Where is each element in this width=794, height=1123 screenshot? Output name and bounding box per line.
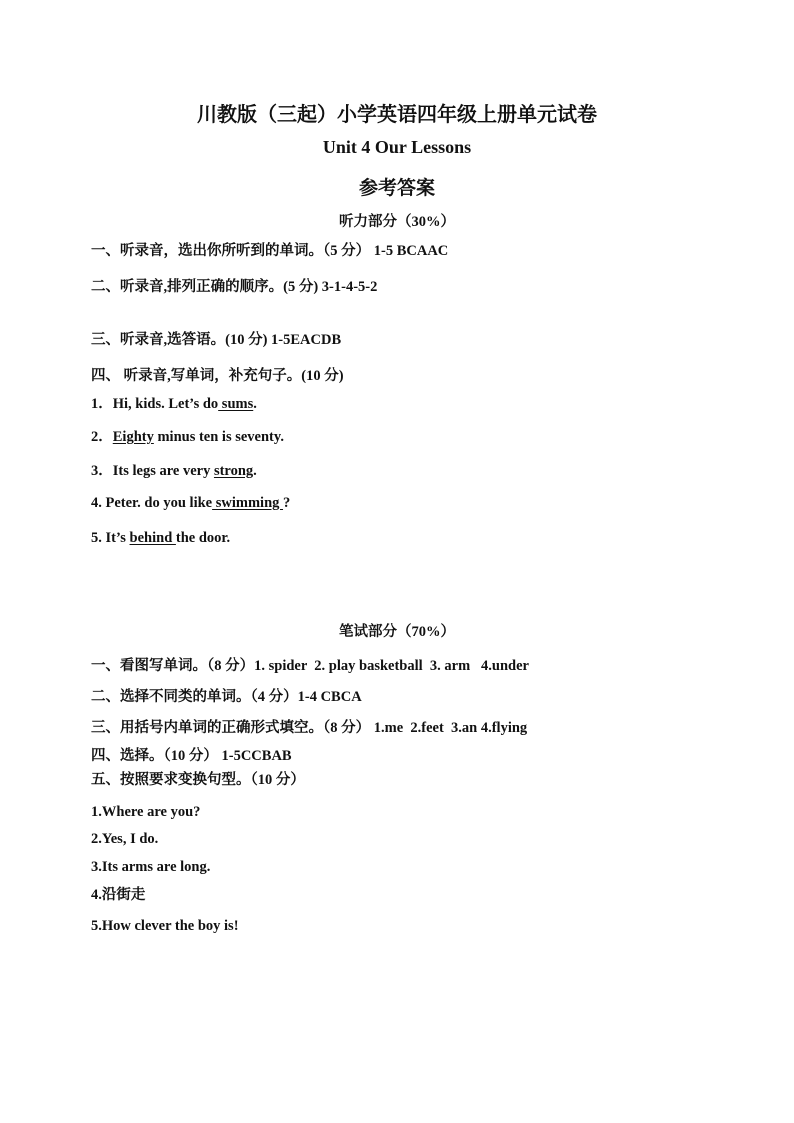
fill-item-text: 3．Its legs are very xyxy=(91,463,214,479)
fill-item-text: 2． xyxy=(91,429,113,445)
writing-answer-3: 3.Its arms are long. xyxy=(91,859,211,875)
fill-item-text: . xyxy=(253,396,257,412)
listening-q2: 二、听录音,排列正确的顺序。(5 分) 3-1-4-5-2 xyxy=(91,279,378,295)
listening-q4: 四、 听录音,写单词，补充句子。(10 分) xyxy=(91,368,344,384)
writing-answer-1: 1.Where are you? xyxy=(91,804,201,820)
title-cn: 川教版（三起）小学英语四年级上册单元试卷 xyxy=(197,104,597,126)
writing-heading: 笔试部分（70%） xyxy=(339,624,455,640)
fill-item-4 xyxy=(91,494,290,512)
writing-q5: 五、按照要求变换句型。（10 分） xyxy=(91,772,305,788)
fill-item-text: the door. xyxy=(175,530,231,546)
listening-heading: 听力部分（30%） xyxy=(339,214,455,230)
listening-q1: 一、听录音，选出你所听到的单词。（5 分） 1-5 BCAAC xyxy=(91,243,449,259)
fill-item-answer: sums xyxy=(218,396,254,412)
fill-item-2 xyxy=(91,428,284,446)
writing-q2: 二、选择不同类的单词。（4 分）1-4 CBCA xyxy=(91,689,362,705)
fill-item-text: . xyxy=(253,463,257,479)
writing-q4: 四、选择。（10 分） 1-5CCBAB xyxy=(91,748,292,764)
fill-item-3 xyxy=(91,462,257,480)
title-answers: 参考答案 xyxy=(358,178,435,199)
writing-answer-4: 4.沿街走 xyxy=(91,887,146,903)
title-en: Unit 4 Our Lessons xyxy=(322,137,472,157)
writing-answer-2: 2.Yes, I do. xyxy=(91,831,159,847)
writing-q1: 一、看图写单词。（8 分）1. spider 2. play basketball 3. arm 4.under xyxy=(91,658,529,674)
fill-item-answer: behind xyxy=(129,530,176,546)
fill-item-answer: swimming xyxy=(212,495,284,511)
fill-item-text: minus ten is seventy. xyxy=(153,429,284,445)
fill-item-answer: Eighty xyxy=(112,429,154,445)
writing-answer-5: 5.How clever the boy is! xyxy=(91,918,239,934)
fill-item-answer: strong xyxy=(213,463,254,479)
fill-item-text: 4. Peter. do you like xyxy=(91,495,213,511)
writing-q3: 三、用括号内单词的正确形式填空。（8 分） 1.me 2.feet 3.an 4.flying xyxy=(91,720,528,736)
listening-q3: 三、听录音,选答语。(10 分) 1-5EACDB xyxy=(91,332,342,348)
fill-item-text: ? xyxy=(283,495,291,511)
fill-item-text: 1．Hi, kids. Let’s do xyxy=(91,396,219,412)
fill-item-5 xyxy=(91,529,230,547)
fill-item-text: 5. It’s xyxy=(91,530,130,546)
fill-item-1 xyxy=(91,395,257,413)
